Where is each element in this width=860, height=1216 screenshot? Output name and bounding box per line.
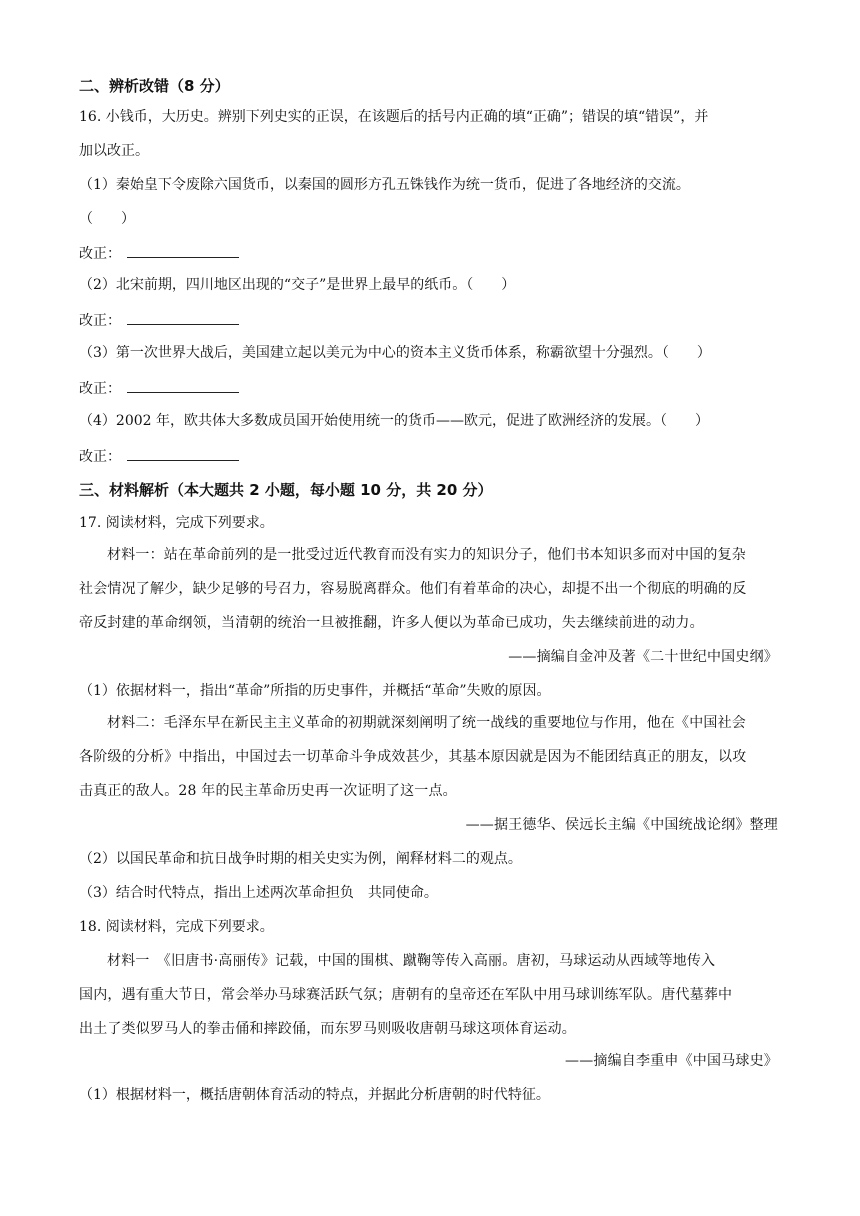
q16-item-4-correction xyxy=(79,446,239,467)
q17-material1-line1: 材料一：站在革命前列的是一批受过近代教育而没有实力的知识分子，他们书本知识多而对中国的复杂 xyxy=(107,547,746,563)
q16-stem-line2: 加以改正。 xyxy=(79,143,149,159)
correction-label: 改正： xyxy=(79,313,121,329)
q16-item-1-correction xyxy=(79,243,239,264)
answer-blank[interactable] xyxy=(127,310,239,325)
q16-item-3-correction xyxy=(79,378,239,399)
correction-label: 改正： xyxy=(79,449,121,465)
answer-blank[interactable] xyxy=(127,378,239,393)
section2-heading: 二、辨析改错（8 分） xyxy=(79,77,230,95)
q18-material1-line1: 材料一 《旧唐书·高丽传》记载，中国的围棋、蹴鞠等传入高丽。唐初，马球运动从西域等地传入 xyxy=(107,953,716,969)
q16-item-1: （1）秦始皇下令废除六国货币，以秦国的圆形方孔五铢钱作为统一货币，促进了各地经济的交流。 xyxy=(79,177,690,193)
q16-item-2-correction xyxy=(79,310,239,331)
answer-blank[interactable] xyxy=(127,243,239,258)
q17-question1: （1）依据材料一，指出“革命”所指的历史事件，并概括“革命”失败的原因。 xyxy=(79,683,551,699)
q17-source1: ——摘编自金冲及著《二十世纪中国史纲》 xyxy=(508,649,778,665)
q17-question3: （3）结合时代特点，指出上述两次革命担负 共同使命。 xyxy=(79,885,438,901)
q17-material1-line2: 社会情况了解少，缺少足够的号召力，容易脱离群众。他们有着革命的决心，却提不出一个彻底的明确的反 xyxy=(79,581,747,597)
q18-question1: （1）根据材料一，概括唐朝体育活动的特点，并据此分析唐朝的时代特征。 xyxy=(79,1087,550,1103)
q16-stem-line1: 16. 小钱币，大历史。辨别下列史实的正误，在该题后的括号内正确的填“正确”；错误的填“错误”，并 xyxy=(79,109,709,125)
q17-question2: （2）以国民革命和抗日战争时期的相关史实为例，阐释材料二的观点。 xyxy=(79,851,522,867)
q18-material1-line2: 国内，遇有重大节日，常会举办马球赛活跃气氛；唐朝有的皇帝还在军队中用马球训练军队。唐代墓葬中 xyxy=(79,987,733,1003)
q16-item-1-paren: （ ） xyxy=(79,211,135,227)
correction-label: 改正： xyxy=(79,381,121,397)
q17-material2-line1: 材料二：毛泽东早在新民主主义革命的初期就深刻阐明了统一战线的重要地位与作用，他在《中国社会 xyxy=(107,715,746,731)
q16-item-4: （4）2002 年，欧共体大多数成员国开始使用统一的货币——欧元，促进了欧洲经济的发展。（ ） xyxy=(79,413,709,429)
answer-blank[interactable] xyxy=(127,446,239,461)
q16-item-3: （3）第一次世界大战后，美国建立起以美元为中心的资本主义货币体系，称霸欲望十分强烈。（ ） xyxy=(79,345,711,361)
q16-item-2: （2）北宋前期，四川地区出现的“交子”是世界上最早的纸币。（ ） xyxy=(79,277,516,293)
q17-material1-line3: 帝反封建的革命纲领，当清朝的统治一旦被推翻，许多人便以为革命已成功，失去继续前进的动力。 xyxy=(79,615,704,631)
q18-stem: 18. 阅读材料，完成下列要求。 xyxy=(79,919,274,935)
q17-material2-line3: 击真正的敌人。28 年的民主革命历史再一次证明了这一点。 xyxy=(79,783,457,799)
q18-material1-line3: 出土了类似罗马人的拳击俑和摔跤俑，而东罗马则吸收唐朝马球这项体育运动。 xyxy=(79,1021,576,1037)
q17-source2: ——据王德华、侯远长主编《中国统战论纲》整理 xyxy=(465,817,778,833)
q17-material2-line2: 各阶级的分析》中指出，中国过去一切革命斗争成效甚少，其基本原因就是因为不能团结真正的朋友，以攻 xyxy=(79,749,747,765)
section3-heading: 三、材料解析（本大题共 2 小题，每小题 10 分，共 20 分） xyxy=(79,481,493,499)
q17-stem: 17. 阅读材料，完成下列要求。 xyxy=(79,515,274,531)
q18-source1: ——摘编自李重申《中国马球史》 xyxy=(565,1053,778,1069)
correction-label: 改正： xyxy=(79,246,121,262)
